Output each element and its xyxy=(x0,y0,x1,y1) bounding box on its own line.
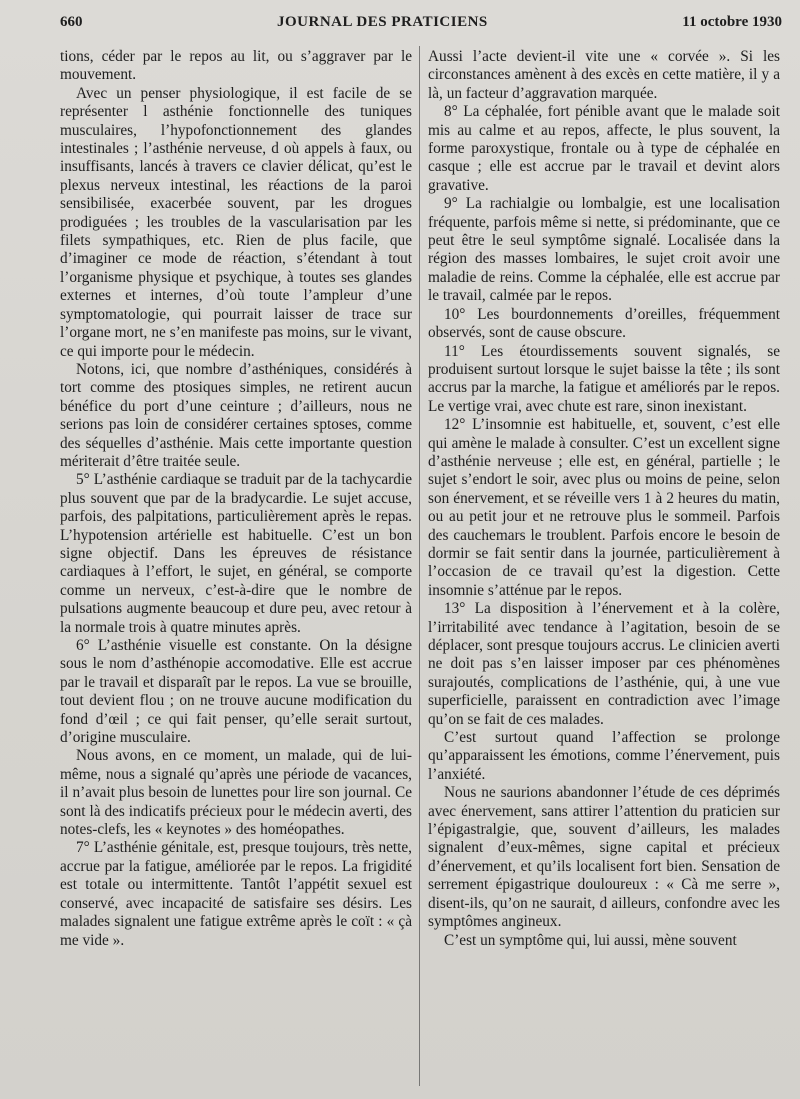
paragraph: Avec un penser physiologique, il est facile de se représenter l asthénie fonctionnelle des tuniques musculaires, l’hypofonctionnement des glandes intestinales ; l’asthénie nerveuse, d où appels à faux, ou insuffisants, lancés à travers ce clavier délicat, qu’est le plexus nerveux intestinal, les réactions de la paroi sensibilisée, exacerbée souvent, par les drogues prodiguées ; les troubles de la vascularisation par les filets sympathiques, etc. Rien de plus facile, que d’imaginer ce mode de réaction, s’étendant à tout l’organisme physique et psychique, à toutes ses glandes externes et internes, d’où toute l’ampleur d’une symptomatologie, qui pourrait laisser de trace sur l’organe mort, ne s’en manifeste pas moins, sur le vivant, ce qui importe pour le médecin. xyxy=(60,84,412,360)
paragraph: 10° Les bourdonnements d’oreilles, fréquemment observés, sont de cause obscure. xyxy=(428,305,780,342)
paragraph: Notons, ici, que nombre d’asthéniques, considérés à tort comme des ptosiques simples, ne retirent aucun bénéfice du port d’une ceinture ; d’ailleurs, nous ne serions pas loin de considérer certaines sptoses, comme des séquelles d’asthénie. Mais cette importante question mériterait d’être traitée seule. xyxy=(60,360,412,470)
paragraph: 12° L’insomnie est habituelle, et, souvent, c’est elle qui amène le malade à consulter. C’est un excellent signe d’asthénie nerveuse ; elle est, en général, partielle ; le sujet s’endort le soir, avec plus ou moins de peine, selon son énervement, et se réveille vers 1 à 2 heures du matin, ou au petit jour et ne retrouve plus le sommeil. Parfois des cauchemars le troublent. Parfois encore le besoin de dormir se fait sentir dans la journée, particulièrement à l’occasion de ce travail qu’est la digestion. Cette insomnie s’atténue par le repos. xyxy=(428,416,780,599)
paragraph: Nous ne saurions abandonner l’étude de ces déprimés avec énervement, sans attirer l’attention du praticien sur l’épigastralgie, que, souvent d’ailleurs, les malades signalent d’eux-mêmes, signe capital et précieux d’énervement, et qu’ils localisent fort bien. Sensation de serrement épigastrique douloureux : « Cà me serre », disent-ils, qu’on ne saurait, d ailleurs, confondre avec les symptômes angineux. xyxy=(428,784,780,931)
paragraph: 11° Les étourdissements souvent signalés, se produisent surtout lorsque le sujet baisse la tête ; ils sont accrus par la marche, la fatigue et améliorés par le repos. Le vertige vrai, avec chute est rare, sinon inexistant. xyxy=(428,342,780,415)
paragraph: C’est surtout quand l’affection se prolonge qu’apparaissent les émotions, comme l’énervement, puis l’anxiété. xyxy=(428,729,780,783)
paragraph: Nous avons, en ce moment, un malade, qui de lui-même, nous a signalé qu’après une période de vacances, il n’avait plus besoin de lunettes pour lire son journal. Ce sont là des indicatifs précieux pour le médecin averti, des notes-clefs, les « keynotes » des homéopathes. xyxy=(60,747,412,839)
column-divider xyxy=(419,46,420,1086)
paragraph: 5° L’asthénie cardiaque se traduit par de la tachycardie plus souvent que par de la bradycardie. Le sujet accuse, parfois, des palpitations, particulièrement après le repas. L’hypotension artérielle est habituelle. C’est un bon signe objectif. Dans les épreuves de résistance cardiaques à l’effort, le sujet, en général, se comporte comme un nerveux, c’est-à-dire que le nombre de pulsations augmente beaucoup et dure peu, avec retour à la normale trois à quatre minutes après. xyxy=(60,471,412,636)
paragraph: Aussi l’acte devient-il vite une « corvée ». Si les circonstances amènent à des excès en cette matière, il y a là, un facteur d’aggravation marquée. xyxy=(428,48,780,102)
paragraph: 13° La disposition à l’énervement et à la colère, l’irritabilité avec tendance à l’agitation, besoin de se déplacer, sont presque toujours accrus. Le clinicien averti ne doit pas s’en laisser imposer par ces phénomènes surajoutés, complications de l’asthénie, qui, à une vue superficielle, paraissent en contradiction avec l’image qu’on se fait de ces malades. xyxy=(428,600,780,728)
left-column xyxy=(60,48,412,950)
journal-title: JOURNAL DES PRATICIENS xyxy=(277,14,488,30)
paragraph: 7° L’asthénie génitale, est, presque toujours, très nette, accrue par la fatigue, améliorée par le repos. La frigidité est totale ou intermittente. Tantôt l’appétit sexuel est conservé, avec incapacité de satisfaire ses désirs. Les malades signalent une fatigue extrême après le coït : « çà me vide ». xyxy=(60,839,412,949)
paragraph: C’est un symptôme qui, lui aussi, mène souvent xyxy=(444,931,737,949)
paragraph: 6° L’asthénie visuelle est constante. On la désigne sous le nom d’asthénopie accomodative. Elle est accrue par le travail et disparaît par le repos. La vue se brouille, tout devient flou ; on ne trouve aucune modification du fond d’œil ; ce qui fait penser, qu’elle serait surtout, d’origine musculaire. xyxy=(60,637,412,747)
issue-date: 11 octobre 1930 xyxy=(682,14,782,30)
paragraph: 8° La céphalée, fort pénible avant que le malade soit mis au calme et au repos, affecte, le plus souvent, la forme paroxystique, frontale ou à type de céphalée en casque ; elle est accrue par le travail et devint alors gravative. xyxy=(428,103,780,194)
right-column xyxy=(428,48,780,950)
paragraph: tions, céder par le repos au lit, ou s’aggraver par le mouvement. xyxy=(60,48,412,84)
running-header xyxy=(60,14,782,38)
paragraph: 9° La rachialgie ou lombalgie, est une localisation fréquente, parfois même si nette, si prédominante, que ce peut être le seul symptôme signalé. Localisée dans la région des masses lombaires, le sujet croit avoir une maladie de reins. Comme la céphalée, elle est accrue par le travail, calmée par le repos. xyxy=(428,195,780,305)
page-number: 660 xyxy=(60,14,83,30)
